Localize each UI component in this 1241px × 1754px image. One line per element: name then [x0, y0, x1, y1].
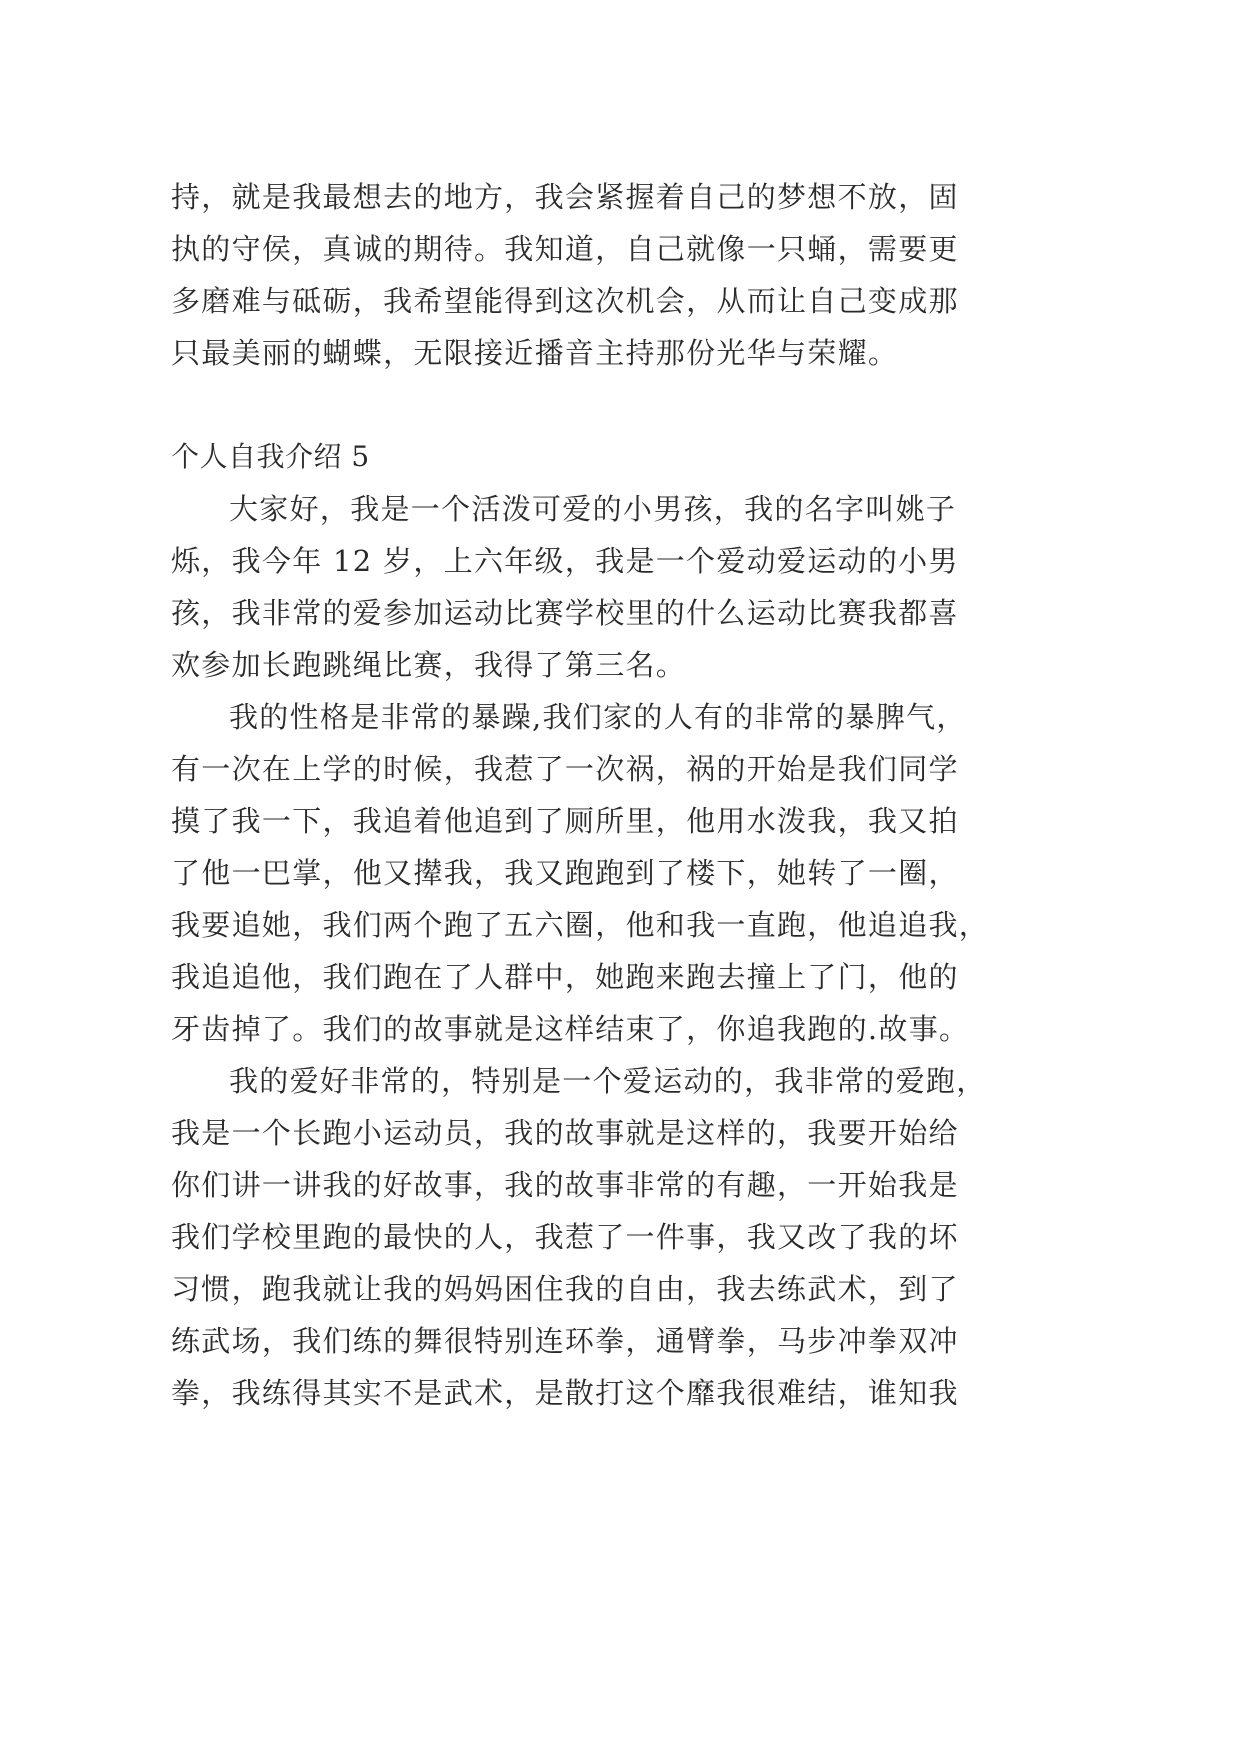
text-line: 持，就是我最想去的地方，我会紧握着自己的梦想不放，固: [171, 180, 959, 214]
paragraph-first-line: 我的性格是非常的暴躁,我们家的人有的非常的暴脾气，: [229, 700, 967, 734]
text-line: 习惯，跑我就让我的妈妈困住我的自由，我去练武术，到了: [171, 1272, 959, 1306]
text-line: 有一次在上学的时候，我惹了一次祸，祸的开始是我们同学: [171, 752, 959, 786]
text-line: 了他一巴掌，他又撵我，我又跑跑到了楼下，她转了一圈，: [171, 856, 959, 890]
paragraph-first-line: 大家好，我是一个活泼可爱的小男孩，我的名字叫姚子: [229, 492, 957, 526]
text-line: 我追追他，我们跑在了人群中，她跑来跑去撞上了门，他的: [171, 960, 959, 994]
text-line: 多磨难与砥砺，我希望能得到这次机会，从而让自己变成那: [171, 284, 959, 318]
text-line: 烁，我今年 12 岁，上六年级，我是一个爱动爱运动的小男: [171, 544, 959, 578]
text-line: 练武场，我们练的舞很特别连环拳，通臂拳，马步冲拳双冲: [171, 1324, 959, 1358]
paragraph-first-line: 我的爱好非常的，特别是一个爱运动的，我非常的爱跑，: [229, 1064, 987, 1098]
text-line: 我是一个长跑小运动员，我的故事就是这样的，我要开始给: [171, 1116, 959, 1150]
section-heading: 个人自我介绍 5: [171, 440, 370, 473]
text-line: 我要追她，我们两个跑了五六圈，他和我一直跑，他追追我，: [171, 908, 990, 942]
text-line: 欢参加长跑跳绳比赛，我得了第三名。: [171, 648, 687, 682]
text-line: 执的守侯，真诚的期待。我知道，自己就像一只蛹，需要更: [171, 232, 959, 266]
text-line: 孩，我非常的爱参加运动比赛学校里的什么运动比赛我都喜: [171, 596, 959, 630]
text-line: 拳，我练得其实不是武术，是散打这个靡我很难结，谁知我: [171, 1376, 959, 1410]
text-line: 我们学校里跑的最快的人，我惹了一件事，我又改了我的坏: [171, 1220, 959, 1254]
text-line: 你们讲一讲我的好故事，我的故事非常的有趣，一开始我是: [171, 1168, 959, 1202]
text-line: 牙齿掉了。我们的故事就是这样结束了，你追我跑的.故事。: [171, 1012, 970, 1046]
text-line: 只最美丽的蝴蝶，无限接近播音主持那份光华与荣耀。: [171, 336, 899, 370]
text-line: 摸了我一下，我追着他追到了厕所里，他用水泼我，我又拍: [171, 804, 959, 838]
